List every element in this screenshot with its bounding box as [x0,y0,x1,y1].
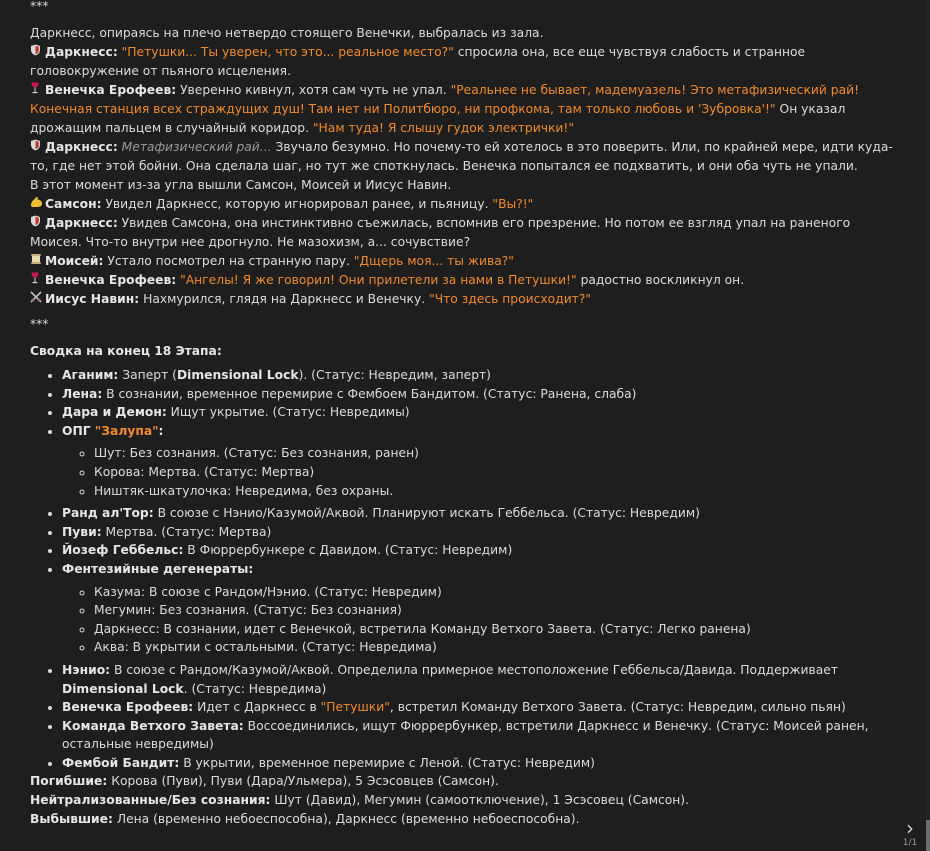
narration-text: Он указал дрожащим пальцем в случайный коридор. [30,102,846,135]
list-item: ◦ Ништяк-шкатулочка: Невредима, без охраны. [94,482,898,501]
dialogue-line [30,252,898,271]
footer-line: Погибшие: Корова (Пуви), Пуви (Дара/Ульмера), 5 Эсэсовцев (Самсон). [30,774,499,789]
list-item: ◦ Аква: В укрытии с остальными. (Статус: Невредима) [94,638,898,657]
narration-text: Увидев Самсона, она инстинктивно съежилась, вспомнив его презрение. Но потом ее взгляд упал на раненого Моисея. Что-то внутри нее дрогнуло. Не мазохизм, а... сочувствие? [30,216,851,249]
list-item: • Фентезийные дегенераты: ◦ Казума: В союзе с Рандом/Нэнио. (Статус: Невредим) ◦ Мегумин: Без сознания. (Статус: Без сознания) ◦ Даркнесс: В сознании, идет с Венечкой, встретила Команду Ветхого Завета. (Статус: Легко ранена) ◦ Аква: В укрытии с остальными. (Статус: Невредима) [62,560,898,657]
list-item: • Аганим: Заперт (Dimensional Lock). (Статус: Невредим, заперт) [62,366,898,385]
summary-list [30,366,898,772]
scroll-icon [30,252,45,271]
narration: В этот момент из-за угла вышли Самсон, Моисей и Иисус Навин. [30,178,452,192]
footer-line: Выбывшие: Лена (временно небоеспособна), Даркнесс (временно небоеспособна). [30,812,580,827]
separator: *** [30,0,49,13]
shield-icon [30,43,45,62]
list-item: • Лена: В сознании, временное перемирие с Фембоем Бандитом. (Статус: Ранена, слаба) [62,385,898,404]
quote-text: "Дщерь моя... ты жива?" [353,254,514,268]
list-item: • Ранд ал'Тор: В союзе с Нэнио/Казумой/Аквой. Планируют искать Геббельса. (Статус: Невредим) [62,504,898,523]
quote-text: "Что здесь происходит?" [429,292,592,306]
dialogue-line [30,271,898,290]
wine-glass-icon [30,271,45,290]
pager [898,818,922,848]
flexed-bicep-icon [30,195,45,214]
dialogue-line [30,214,898,252]
speaker-name: Самсон: [45,197,102,211]
quote-text: "Петушки... Ты уверен, что это... реальное место?" [121,45,454,59]
shield-icon [30,214,45,233]
list-item: ◦ Корова: Мертва. (Статус: Мертва) [94,463,898,482]
chevron-right-icon[interactable]: › [906,816,914,840]
quote-text: "Реальнее не бывает, мадемуазель! Это метафизический рай! Конечная станция всех страждущих душ! Там нет ни Политбюро, ни профкома, там только любовь и 'Зубровка'!" [30,83,860,116]
scrollbar-thumb[interactable] [926,820,930,851]
dialogue-line [30,195,898,214]
dialogue-line [30,290,898,309]
sub-list [62,444,898,500]
list-item: ◦ Мегумин: Без сознания. (Статус: Без сознания) [94,601,898,620]
narration-text: радостно воскликнул он. [576,273,745,287]
list-item: • Пуви: Мертва. (Статус: Мертва) [62,523,898,542]
wine-glass-icon [30,81,45,100]
scrollbar[interactable] [926,0,930,851]
separator: *** [30,317,49,331]
narration-text: спросила она, все еще чувствуя слабость и странное головокружение от пьяного исцеления. [30,45,806,78]
speaker-name: Венечка Ерофеев: [45,83,177,97]
narration: Даркнесс, опираясь на плечо нетвердо стоящего Венечки, выбралась из зала. [30,26,544,40]
speaker-name: Даркнесс: [45,216,118,230]
list-item: • Фембой Бандит: В укрытии, временное перемирие с Леной. (Статус: Невредим) [62,754,898,773]
list-item: • Нэнио: В союзе с Рандом/Казумой/Аквой. Определила примерное местоположение Геббельса/Давида. Поддерживает Dimensional Lock. (Статус: Невредима) [62,661,898,698]
shield-icon [30,138,45,157]
narration-text: Нахмурился, глядя на Даркнесс и Венечку. [139,292,430,306]
list-item: ◦ Шут: Без сознания. (Статус: Без сознания, ранен) [94,444,898,463]
speaker-name: Венечка Ерофеев: [45,273,177,287]
dialogue-line [30,81,898,138]
narration-text: Увидел Даркнесс, которую игнорировал ранее, и пьяницу. [101,197,493,211]
narration-text: Уверенно кивнул, хотя сам чуть не упал. [176,83,451,97]
italic-thought: Метафизический рай... [117,140,272,154]
list-item: • Йозеф Геббельс: В Фюррербункере с Давидом. (Статус: Невредим) [62,541,898,560]
speaker-name: Моисей: [45,254,104,268]
sub-list [62,583,898,657]
narration-text: Звучало безумно. Но почему-то ей хотелось в это поверить. Или, по крайней мере, идти куда-то, где нет этой бойни. Она сделала шаг, но тут же споткнулась. Венечка попытался ее подхватить, и они оба чуть не упали. [30,140,893,173]
list-item: • Команда Ветхого Завета: Воссоединились, ищут Фюррербункер, встретили Даркнесс и Венечку. (Статус: Моисей ранен, остальные невредимы) [62,717,898,754]
dialogue-line [30,43,898,81]
speaker-name: Даркнесс: [45,45,118,59]
message-content [30,0,898,829]
list-item: ◦ Казума: В союзе с Рандом/Нэнио. (Статус: Невредим) [94,583,898,602]
crossed-swords-icon [30,290,45,309]
speaker-name: Иисус Навин: [45,292,140,306]
list-item: • ОПГ "Залупа": ◦ Шут: Без сознания. (Статус: Без сознания, ранен) ◦ Корова: Мертва. (Статус: Мертва) ◦ Ништяк-шкатулочка: Невредима, без охраны. [62,422,898,500]
quote-text: "Нам туда! Я слышу гудок электрички!" [312,121,574,135]
list-item: ◦ Даркнесс: В сознании, идет с Венечкой, встретила Команду Ветхого Завета. (Статус: Легко ранена) [94,620,898,639]
quote-text: "Ангелы! Я же говорил! Они прилетели за нами в Петушки!" [180,273,577,287]
speaker-name: Даркнесс: [45,140,118,154]
footer-line: Нейтрализованные/Без сознания: Шут (Давид), Мегумин (самоотключение), 1 Эсэсовец (Самсон). [30,793,689,808]
page-indicator: 1/1 [902,838,918,848]
list-item: • Венечка Ерофеев: Идет с Даркнесс в "Петушки", встретил Команду Ветхого Завета. (Статус: Невредим, сильно пьян) [62,698,898,717]
dialogue-line [30,138,898,176]
list-item: • Дара и Демон: Ищут укрытие. (Статус: Невредимы) [62,403,898,422]
summary-title: Сводка на конец 18 Этапа: [30,344,222,358]
quote-text: "Вы?!" [492,197,534,211]
narration-text: Устало посмотрел на странную пару. [103,254,354,268]
